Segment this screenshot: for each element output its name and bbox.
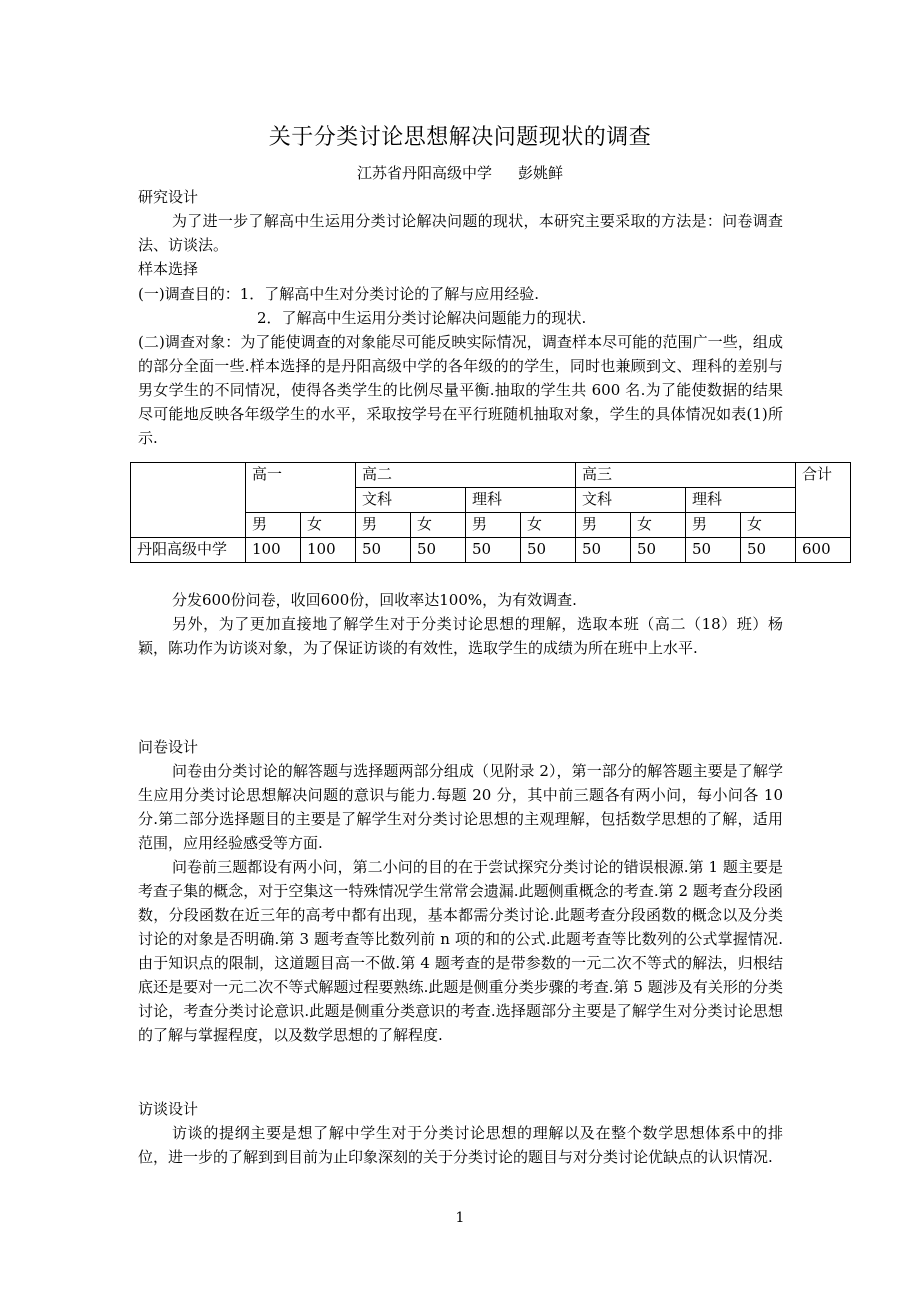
table-cell: 100	[246, 538, 301, 563]
purpose-line-1	[138, 282, 783, 306]
table-cell: 50	[466, 538, 521, 563]
sample-table	[130, 462, 851, 563]
paragraph-interview: 访谈的提纲主要是想了解中学生对于分类讨论思想的理解以及在整个数学思想体系中的排位，进一步的了解到到目前为止印象深刻的关于分类讨论的题目与对分类讨论优缺点的认识情况.	[138, 1124, 783, 1166]
table-cell: 50	[686, 538, 741, 563]
gender-header: 女	[411, 513, 466, 538]
table-cell: 50	[411, 538, 466, 563]
stream-header: 文科	[576, 488, 686, 513]
table-cell: 100	[301, 538, 356, 563]
grade-header-2: 高二	[356, 463, 576, 488]
gender-header: 女	[521, 513, 576, 538]
table-cell: 50	[576, 538, 631, 563]
author-line	[0, 162, 920, 183]
grade-header-1: 高一	[246, 463, 356, 513]
table-row	[131, 538, 851, 563]
purpose-item-2: 2．了解高中生运用分类讨论解决问题能力的现状.	[257, 309, 587, 327]
purpose-item-1: 1．了解高中生对分类讨论的了解与应用经验.	[239, 285, 540, 303]
gender-header: 男	[686, 513, 741, 538]
grade-header-3: 高三	[576, 463, 796, 488]
gender-header: 男	[466, 513, 521, 538]
paragraph-questionnaire-1: 问卷由分类讨论的解答题与选择题两部分组成（见附录 2），第一部分的解答题主要是了解学生应用分类讨论思想解决问题的意识与能力.每题 20 分，其中前三题各有两小问，每小问各 10 分.第二部分选择题目的主要是了解学生对分类讨论思想的主观理解，包括数学思想的了解，适用范围，应用经验感受等方面.	[138, 762, 783, 852]
purpose-label: (一)调查目的：	[138, 285, 240, 303]
author-name: 彭姚鲜	[518, 164, 564, 182]
table-row-grades	[131, 463, 851, 488]
stream-header: 文科	[356, 488, 466, 513]
paragraph-survey-object: (二)调查对象：为了能使调查的对象能尽可能反映实际情况，调查样本尽可能的范围广一些，组成的部分全面一些.样本选择的是丹阳高级中学的各年级的的学生，同时也兼顾到文、理科的差别与男女学生的不同情况，使得各类学生的比例尽量平衡.抽取的学生共 600 名.为了能使数据的结果尽可能地反映各年级学生的水平，采取按学号在平行班随机抽取对象，学生的具体情况如表(1)所示.	[138, 333, 783, 447]
paragraph-response-rate: 分发600份问卷，收回600份，回收率达100%，为有效调查.	[172, 591, 577, 609]
heading-questionnaire: 问卷设计	[138, 738, 199, 756]
document-title: 关于分类讨论思想解决问题现状的调查	[268, 125, 652, 150]
table-cell: 50	[521, 538, 576, 563]
gender-header: 男	[246, 513, 301, 538]
table-cell: 50	[741, 538, 796, 563]
gender-header: 男	[576, 513, 631, 538]
table-corner-cell	[131, 463, 246, 538]
stream-header: 理科	[686, 488, 796, 513]
heading-sample-selection: 样本选择	[138, 260, 199, 278]
table-cell: 50	[356, 538, 411, 563]
total-cell: 600	[796, 538, 851, 563]
stream-header: 理科	[466, 488, 576, 513]
paragraph-interview-subjects: 另外，为了更加直接地了解学生对于分类讨论思想的理解，选取本班（高二（18）班）杨颖，陈功作为访谈对象，为了保证访谈的有效性，选取学生的成绩为所在班中上水平.	[138, 615, 783, 657]
gender-header: 男	[356, 513, 411, 538]
gender-header: 女	[301, 513, 356, 538]
heading-interview: 访谈设计	[138, 1100, 199, 1118]
table-cell: 50	[631, 538, 686, 563]
page-number: 1	[455, 1210, 465, 1226]
gender-header: 女	[631, 513, 686, 538]
paragraph-research-design: 为了进一步了解高中生运用分类讨论解决问题的现状，本研究主要采取的方法是：问卷调查法、访谈法。	[138, 212, 783, 254]
total-header: 合计	[796, 463, 851, 538]
heading-research-design: 研究设计	[138, 188, 199, 206]
row-label: 丹阳高级中学	[131, 538, 246, 563]
author-school: 江苏省丹阳高级中学	[356, 164, 492, 182]
paragraph-questionnaire-2: 问卷前三题都设有两小问，第二小问的目的在于尝试探究分类讨论的错误根源.第 1 题主要是考查子集的概念，对于空集这一特殊情况学生常常会遗漏.此题侧重概念的考查.第 2 题考查分段函数，分段函数在近三年的高考中都有出现，基本都需分类讨论.此题考查分段函数的概念以及分类讨论的对象是否明确.第 3 题考查等比数列前 n 项的和的公式.此题考查等比数列的公式掌握情况.由于知识点的限制，这道题目高一不做.第 4 题考查的是带参数的一元二次不等式的解法，归根结底还是要对一元二次不等式解题过程要熟练.此题是侧重分类步骤的考查.第 5 题涉及有关形的分类讨论，考查分类讨论意识.此题是侧重分类意识的考查.选择题部分主要是了解学生对分类讨论思想的了解与掌握程度，以及数学思想的了解程度.	[138, 858, 783, 1044]
gender-header: 女	[741, 513, 796, 538]
